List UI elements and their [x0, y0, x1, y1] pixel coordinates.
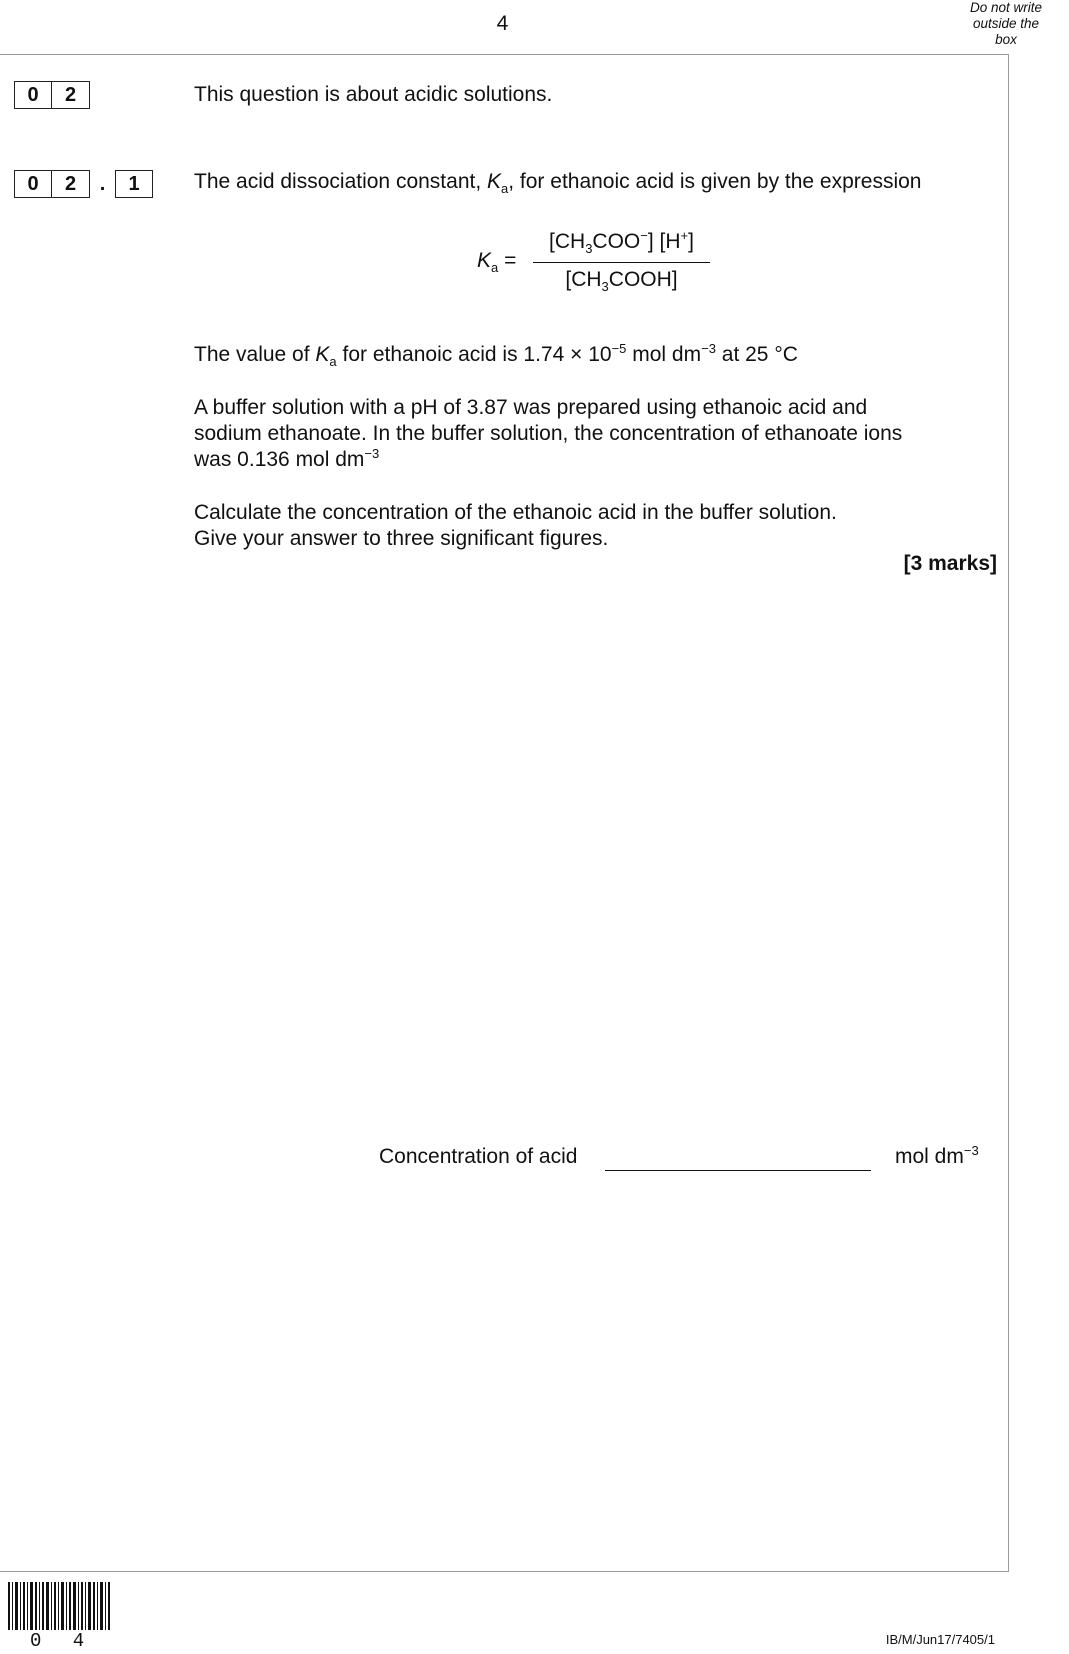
answer-line[interactable] [605, 1170, 871, 1171]
answer-unit: mol $dm^{-3}$ [895, 1143, 979, 1168]
part-digit: 0 [14, 170, 52, 198]
question-number [14, 81, 90, 109]
formula-lhs: $K_a$ = [477, 249, 517, 276]
marks-label: [3 marks] [903, 552, 997, 575]
question-intro: This question is about acidic solutions. [194, 83, 553, 106]
task-instructions: Calculate the concentration of the ethanoic acid in the buffer solution. Give your answer to three significant figures. [194, 501, 837, 550]
barcode-icon [8, 1582, 112, 1630]
part-stem: The acid dissociation constant, $K_a$, for ethanoic acid is given by the expression [194, 170, 922, 197]
margin-note-line: outside the [972, 16, 1040, 31]
fraction-bar [533, 262, 710, 263]
page-number: 4 [496, 12, 509, 35]
part-number [14, 170, 153, 198]
answer-frame [0, 54, 1009, 1572]
part-sub-digit: 1 [115, 170, 153, 198]
barcode-digits: 0 4 [30, 1630, 95, 1652]
formula-denominator: $[CH_3COOH]$ [565, 268, 678, 295]
formula-numerator: $[CH_3COO^-]$ [H+] [549, 228, 694, 257]
margin-note-line: Do not write [969, 0, 1043, 15]
margin-note [951, 0, 1061, 48]
margin-note-line: box [995, 32, 1017, 47]
footer-code: IB/M/Jun17/7405/1 [885, 1632, 995, 1647]
buffer-description: A buffer solution with a pH of 3.87 was prepared using ethanoic acid and sodium ethanoate. In the buffer solution, the concentration of ethanoate ions was 0.136 mol $dm^{-3}$ [194, 396, 903, 471]
answer-label: Concentration of acid [379, 1145, 578, 1168]
part-digit: 2 [52, 170, 90, 198]
question-digit: 2 [52, 81, 90, 109]
question-digit: 0 [14, 81, 52, 109]
ka-value-text: The value of $K_a$ for ethanoic acid is $1.74 \times 10^{-5}$ mol $dm^{-3}$ at 25 °C [194, 341, 798, 370]
part-separator: . [99, 173, 106, 195]
